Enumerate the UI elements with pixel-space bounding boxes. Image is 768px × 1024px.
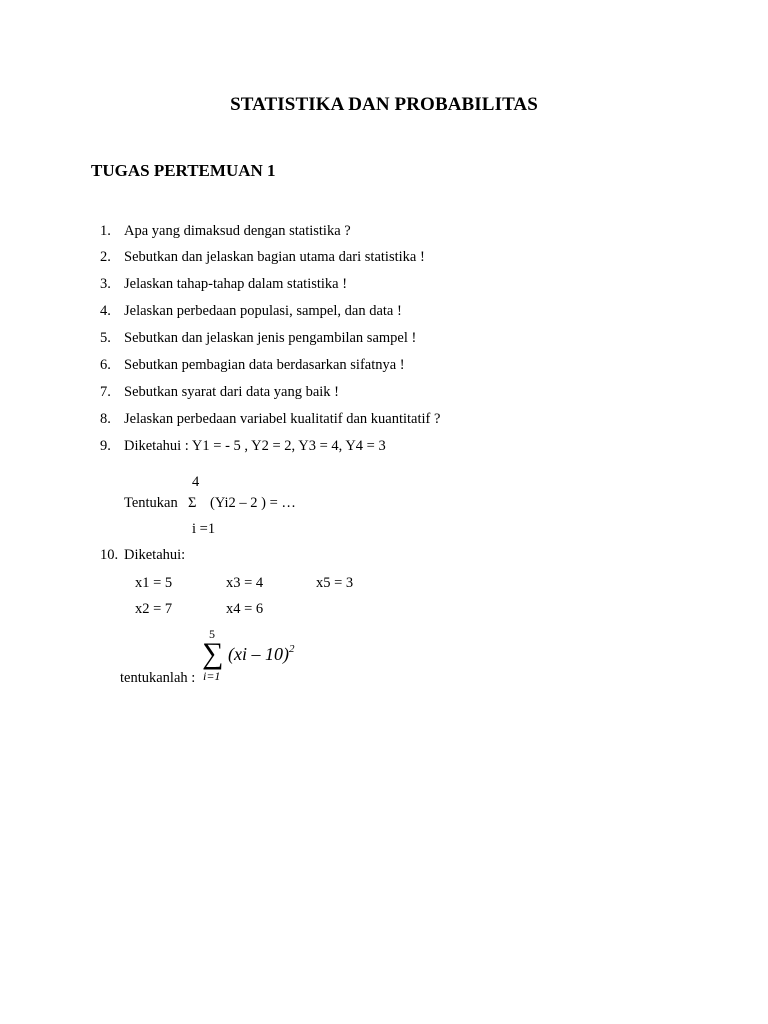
q10-sum-upper-limit: 5 xyxy=(209,627,215,641)
q10-label: tentukanlah : xyxy=(120,670,196,686)
question-text: Jelaskan perbedaan variabel kualitatif dan kuantitatif ? xyxy=(124,411,441,427)
q10-value: x5 = 3 xyxy=(316,575,354,591)
question-item xyxy=(100,276,347,293)
question-item xyxy=(100,357,405,374)
q10-sum-lower-limit: i=1 xyxy=(203,669,221,683)
q9-sum-lower-limit: i =1 xyxy=(192,521,216,537)
q10-expression-text: (xi – 10) xyxy=(228,644,289,664)
q9-sigma-symbol: Σ xyxy=(188,495,197,511)
q10-expression xyxy=(228,643,294,665)
q9-label: Tentukan xyxy=(124,495,178,511)
question-item xyxy=(100,411,440,428)
question-text: Jelaskan tahap-tahap dalam statistika ! xyxy=(124,276,348,292)
question-item xyxy=(100,249,425,266)
question-item xyxy=(100,438,386,455)
q10-value: x4 = 6 xyxy=(226,601,264,617)
question-number: 5. xyxy=(100,330,111,346)
question-item xyxy=(100,547,185,564)
question-number: 2. xyxy=(100,249,111,265)
document-title: STATISTIKA DAN PROBABILITAS xyxy=(230,94,538,115)
q10-exponent: 2 xyxy=(288,643,295,655)
question-item xyxy=(100,303,402,320)
question-number: 7. xyxy=(100,384,111,400)
question-number: 4. xyxy=(100,303,111,319)
question-text: Diketahui: xyxy=(124,547,186,563)
question-text: Sebutkan pembagian data berdasarkan sifatnya ! xyxy=(124,357,405,373)
question-number: 9. xyxy=(100,438,111,454)
question-number: 1. xyxy=(100,223,111,239)
question-text: Jelaskan perbedaan populasi, sampel, dan data ! xyxy=(124,303,402,319)
document-subtitle: TUGAS PERTEMUAN 1 xyxy=(91,161,276,180)
question-text: Sebutkan syarat dari data yang baik ! xyxy=(124,384,340,400)
question-text: Diketahui : Y1 = - 5 , Y2 = 2, Y3 = 4, Y4 = 3 xyxy=(124,438,386,454)
question-text: Apa yang dimaksud dengan statistika ? xyxy=(124,223,351,239)
question-number: 6. xyxy=(100,357,111,373)
question-number: 8. xyxy=(100,411,111,427)
q10-value: x2 = 7 xyxy=(135,601,173,617)
question-item xyxy=(100,384,339,401)
question-item xyxy=(100,223,351,240)
q9-sum-upper-limit: 4 xyxy=(192,474,200,490)
q9-expression: (Yi2 – 2 ) = … xyxy=(210,495,296,511)
q10-value: x1 = 5 xyxy=(135,575,173,591)
question-number: 10. xyxy=(100,547,119,563)
q10-sigma-symbol: ∑ xyxy=(202,637,224,670)
question-text: Sebutkan dan jelaskan bagian utama dari statistika ! xyxy=(124,249,425,265)
question-number: 3. xyxy=(100,276,111,292)
question-item xyxy=(100,330,416,347)
question-text: Sebutkan dan jelaskan jenis pengambilan sampel ! xyxy=(124,330,417,346)
q10-value: x3 = 4 xyxy=(226,575,264,591)
